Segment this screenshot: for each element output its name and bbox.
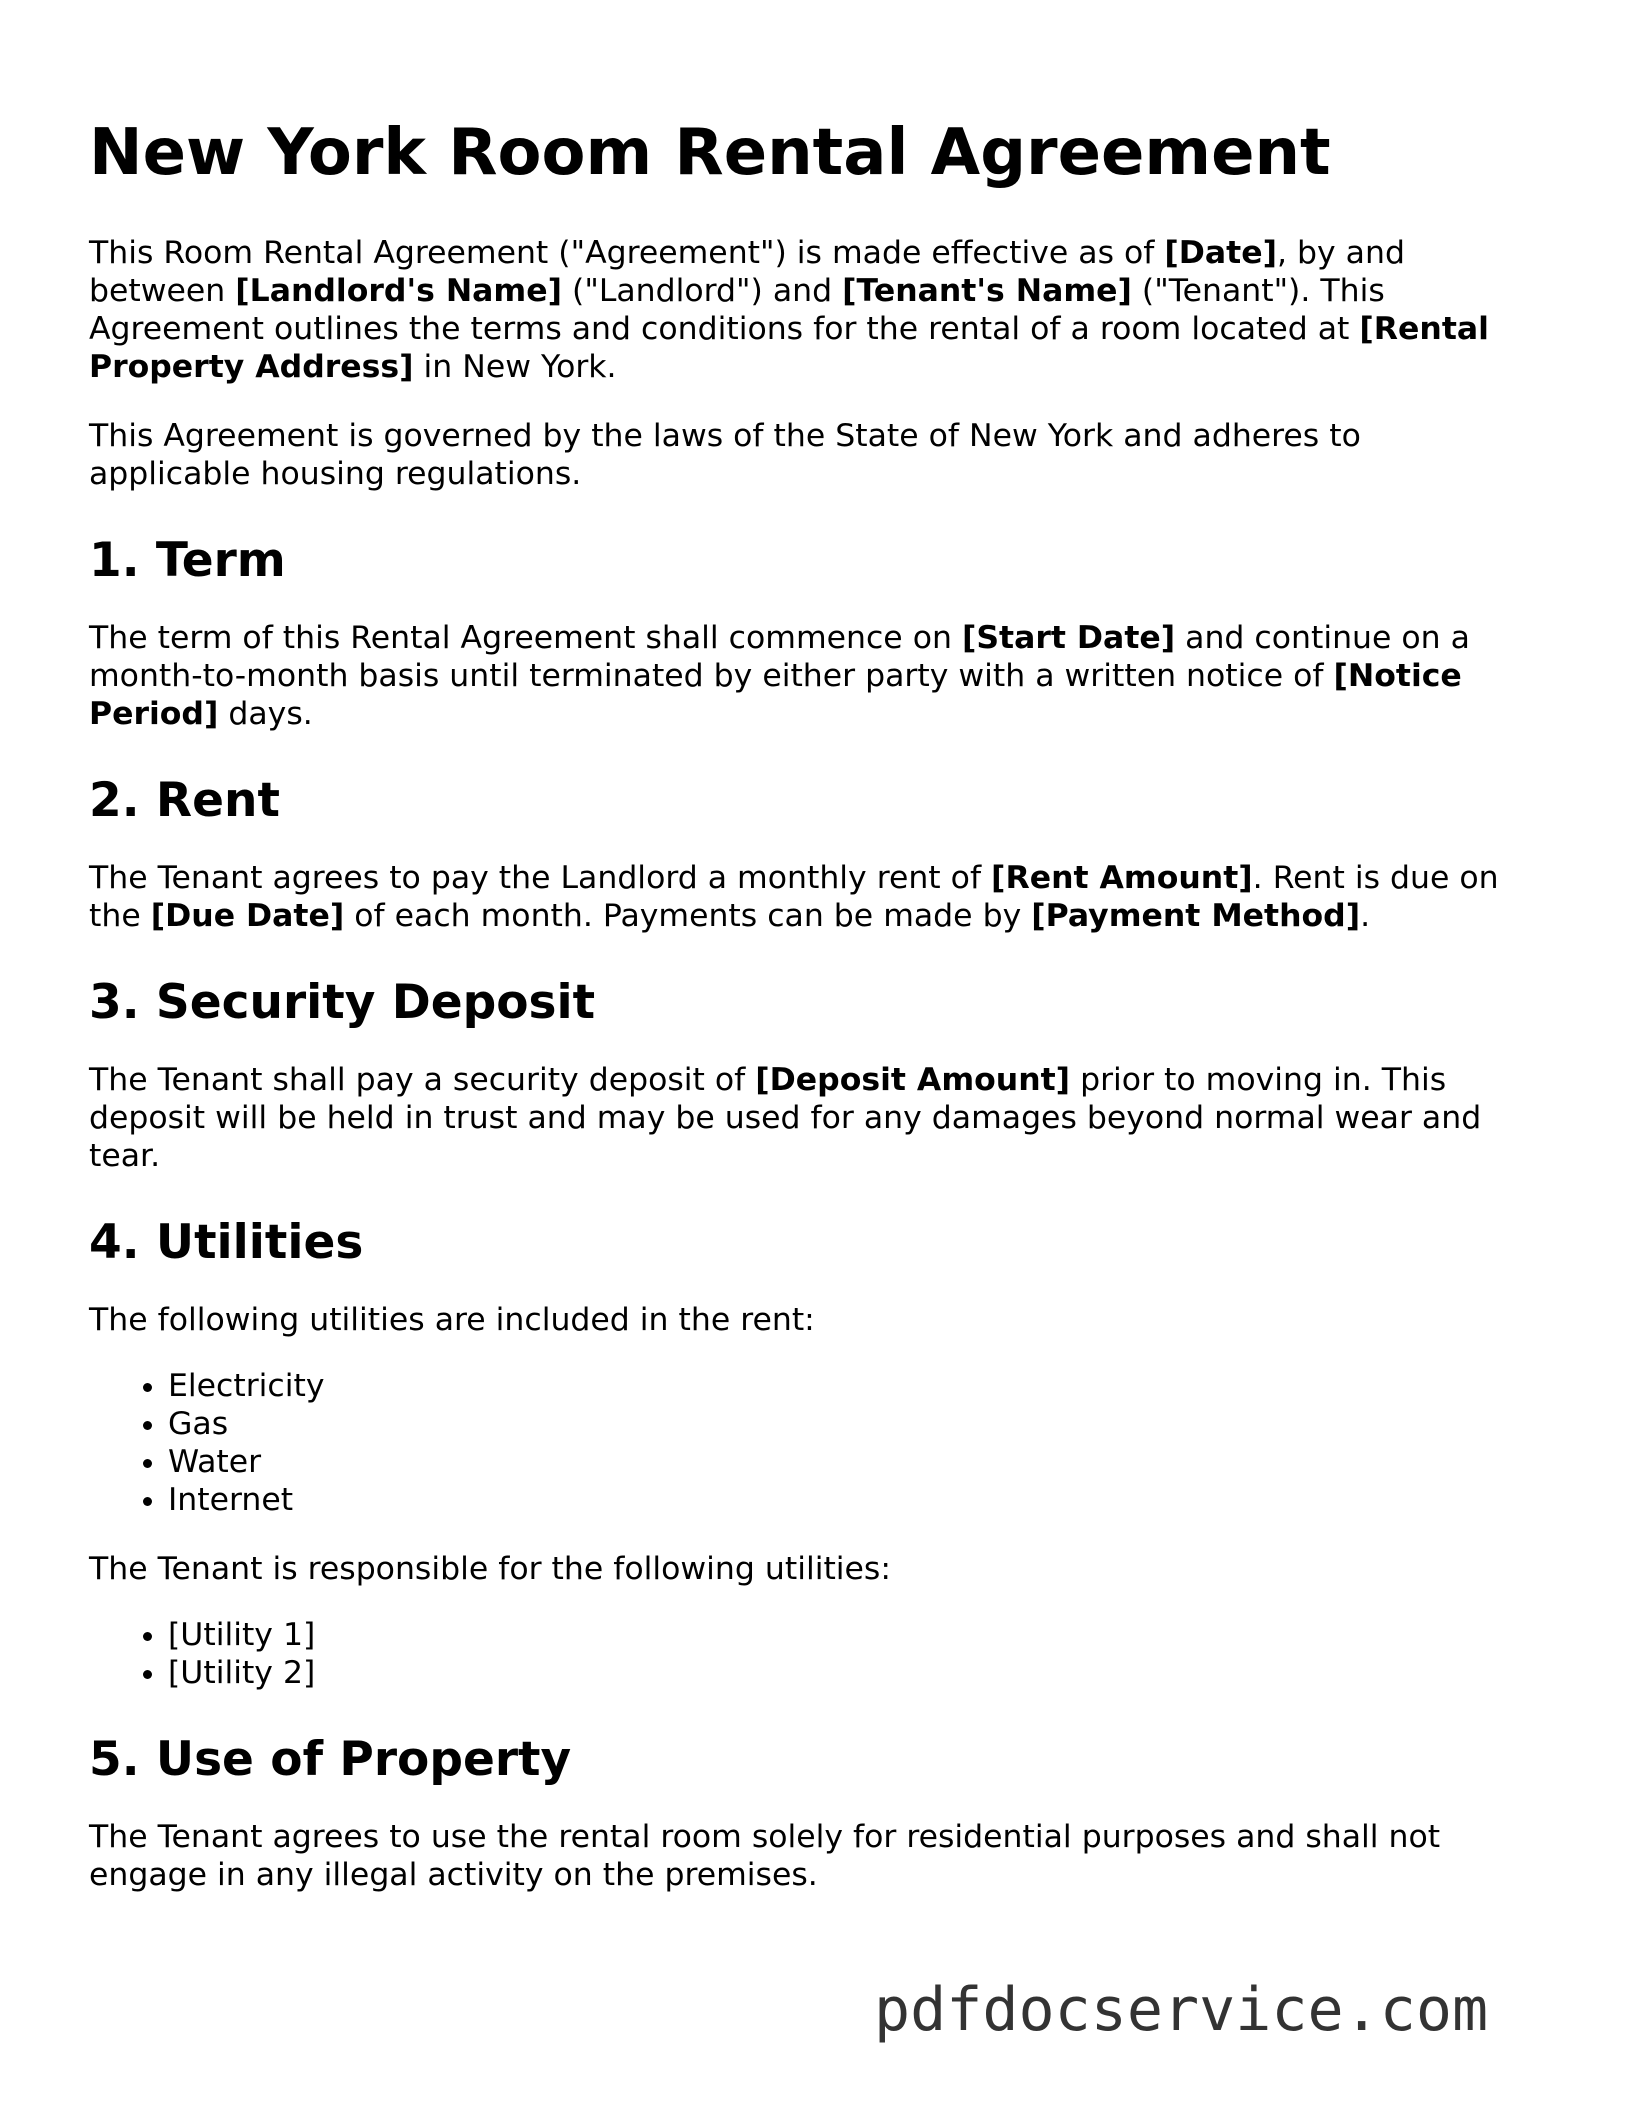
placeholder-field: [Due Date] <box>150 898 345 934</box>
list-item: • [Utility 2] <box>168 1654 1529 1692</box>
placeholder-field: [Landlord's Name] <box>235 273 563 309</box>
intro-paragraph: This Room Rental Agreement ("Agreement") is made effective as of [Date], by and between [Landlord's Name] ("Landlord") and [Tenant's Name] ("Tenant"). This Agreement outlines the terms and conditions for the rental of a room located at [Rental Property Address] in New York. <box>89 235 1489 385</box>
list-item: • [Utility 1] <box>168 1616 1529 1654</box>
list-item: • Gas <box>168 1405 1529 1443</box>
placeholder-field: [Rental Property Address] <box>89 311 1489 385</box>
utilities-included-intro: The following utilities are included in the rent: <box>89 1302 815 1338</box>
document-title: New York Room Rental Agreement <box>89 116 1331 190</box>
list-item: • Water <box>168 1443 1529 1481</box>
list-item: • Electricity <box>168 1367 1529 1405</box>
placeholder-field: [Deposit Amount] <box>755 1062 1071 1098</box>
use-of-property-paragraph: The Tenant agrees to use the rental room solely for residential purposes and shall not engage in any illegal activity on the premises. <box>89 1819 1441 1893</box>
section-heading-security-deposit: 3. Security Deposit <box>89 975 596 1030</box>
section-heading-rent: 2. Rent <box>89 773 280 828</box>
governing-law-paragraph: This Agreement is governed by the laws of the State of New York and adheres to applicable housing regulations. <box>89 418 1361 492</box>
list-item: • Internet <box>168 1481 1529 1519</box>
placeholder-field: [Payment Method] <box>1031 898 1361 934</box>
placeholder-field: [Date] <box>1164 235 1277 271</box>
section-heading-utilities: 4. Utilities <box>89 1215 364 1270</box>
section-heading-term: 1. Term <box>89 533 286 588</box>
utilities-tenant-intro: The Tenant is responsible for the following utilities: <box>89 1551 891 1587</box>
placeholder-field: [Rent Amount] <box>991 860 1253 896</box>
placeholder-field: [Notice Period] <box>89 658 1462 732</box>
document <box>89 108 1529 1925</box>
section-heading-use-of-property: 5. Use of Property <box>89 1732 572 1787</box>
rent-paragraph: The Tenant agrees to pay the Landlord a monthly rent of [Rent Amount]. Rent is due on the [Due Date] of each month. Payments can be made by [Payment Method]. <box>89 860 1499 934</box>
included-utilities-list <box>89 1367 1529 1519</box>
placeholder-field: [Tenant's Name] <box>842 273 1132 309</box>
term-paragraph: The term of this Rental Agreement shall commence on [Start Date] and continue on a month-to-month basis until terminated by either party with a written notice of [Notice Period] days. <box>89 620 1470 732</box>
placeholder-field: [Start Date] <box>961 620 1176 656</box>
security-deposit-paragraph: The Tenant shall pay a security deposit of [Deposit Amount] prior to moving in. This deposit will be held in trust and may be used for any damages beyond normal wear and tear. <box>89 1062 1482 1174</box>
watermark: pdfdocservice.com <box>874 1975 1489 2045</box>
tenant-utilities-list <box>89 1616 1529 1692</box>
